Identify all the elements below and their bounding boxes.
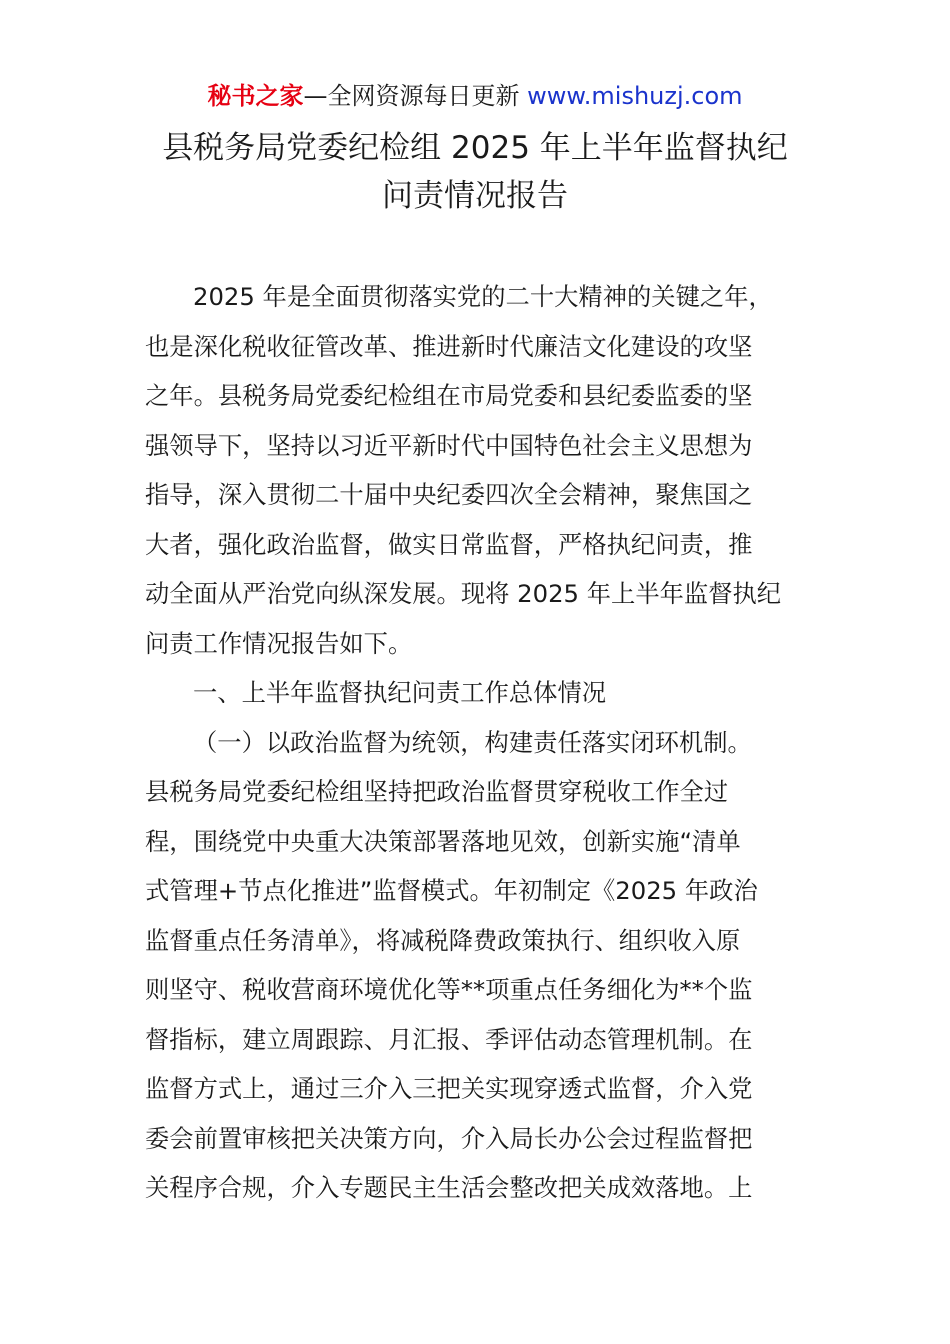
header-tagline: —全网资源每日更新	[303, 82, 528, 110]
document-body	[145, 272, 805, 1213]
site-header	[0, 80, 950, 112]
body-line: 指导，深入贯彻二十届中央纪委四次全会精神，聚焦国之	[145, 480, 753, 509]
body-line: 督指标，建立周跟踪、月汇报、季评估动态管理机制。在	[145, 1024, 753, 1054]
subsection-heading: （一）以政治监督为统领，构建责任落实闭环机制。	[193, 727, 752, 757]
body-line: 之年。县税务局党委纪检组在市局党委和县纪委监委的坚	[145, 381, 753, 410]
section-heading: 一、上半年监督执纪问责工作总体情况	[193, 678, 607, 707]
body-line: 则坚守、税收营商环境优化等**项重点任务细化为**个监	[145, 975, 753, 1004]
site-url-link[interactable]: www.mishuzj.com	[527, 82, 743, 110]
body-line: 监督重点任务清单》，将减税降费政策执行、组织收入原	[145, 925, 741, 955]
body-line: 县税务局党委纪检组坚持把政治监督贯穿税收工作全过	[145, 777, 729, 806]
title-line-1: 县税务局党委纪检组 2025 年上半年监督执纪	[162, 130, 788, 166]
body-line: 监督方式上，通过三介入三把关实现穿透式监督，介入党	[145, 1074, 753, 1103]
body-line: 动全面从严治党向纵深发展。现将 2025 年上半年监督执纪	[145, 579, 782, 608]
brand-name: 秘书之家	[207, 82, 304, 110]
body-line: 也是深化税收征管改革、推进新时代廉洁文化建设的攻坚	[145, 331, 753, 361]
title-line-2: 问责情况报告	[382, 178, 568, 214]
body-line: 大者，强化政治监督，做实日常监督，严格执纪问责，推	[145, 529, 753, 559]
body-line: 强领导下，坚持以习近平新时代中国特色社会主义思想为	[145, 430, 753, 460]
body-line: 委会前置审核把关决策方向，介入局长办公会过程监督把	[145, 1123, 753, 1153]
body-line: 程，围绕党中央重大决策部署落地见效，创新实施“清单	[145, 826, 741, 856]
document-title	[140, 124, 810, 220]
body-line: 式管理+节点化推进”监督模式。年初制定《2025 年政治	[145, 876, 758, 905]
body-line: 2025 年是全面贯彻落实党的二十大精神的关键之年，	[193, 282, 773, 311]
body-line: 问责工作情况报告如下。	[145, 628, 413, 658]
body-line: 关程序合规，介入专题民主生活会整改把关成效落地。上	[145, 1173, 753, 1202]
